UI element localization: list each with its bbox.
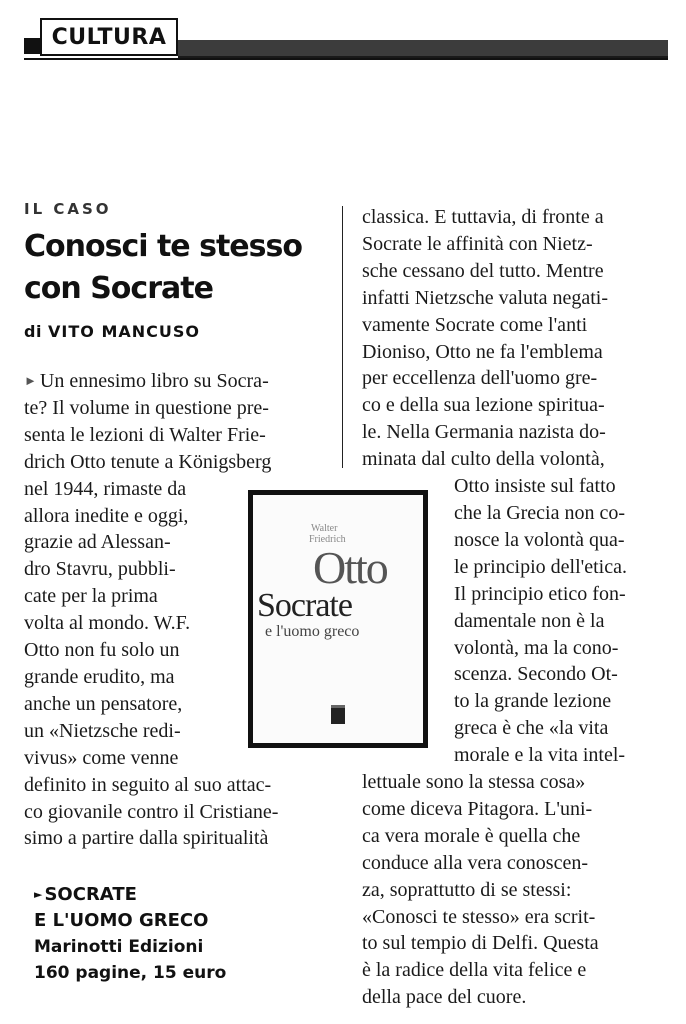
text-line: è la radice della vita felice e (362, 959, 587, 982)
cover-subtitle: e l'uomo greco (265, 623, 360, 640)
text-line: un «Nietzsche redi- (24, 719, 181, 742)
text-line: conduce alla vera conoscen- (362, 851, 588, 874)
text-line: vamente Socrate come l'anti (362, 313, 588, 336)
text-line: Otto insiste sul fatto (454, 475, 616, 498)
text-line: le principio dell'etica. (454, 555, 627, 578)
text-line: per eccellenza dell'uomo gre- (362, 367, 598, 390)
text-line: allora inedite e oggi, (24, 504, 189, 527)
text-line: infatti Nietzsche valuta negati- (362, 286, 609, 309)
cover-author-last: Friedrich (309, 534, 346, 545)
text-line: volta al mondo. W.F. (24, 612, 191, 635)
byline-author: VITO MANCUSO (48, 322, 200, 341)
book-cover-image (248, 490, 428, 748)
title-line-1: Conosci te stesso (24, 229, 302, 264)
text-line: to sul tempio di Delfi. Questa (362, 932, 599, 955)
text-line: grazie ad Alessan- (24, 531, 171, 554)
text-line: simo a partire dalla spiritualità (24, 827, 269, 850)
text-line: le. Nella Germania nazista do- (362, 421, 606, 444)
text-line: come diceva Pitagora. L'uni- (362, 797, 593, 820)
text-line: lettuale sono la stessa cosa» (362, 771, 586, 794)
text-line: Otto non fu solo un (24, 639, 180, 662)
cover-author-name: Otto (313, 542, 387, 593)
text-line: Socrate le affinità con Nietz- (362, 232, 593, 255)
bullet-arrow-icon: ► (24, 373, 37, 388)
info-details: 160 pagine, 15 euro (34, 963, 227, 983)
text-line: nosce la volontà qua- (454, 528, 625, 551)
text-line: co e della sua lezione spiritua- (362, 394, 605, 417)
text-line: della pace del cuore. (362, 986, 527, 1009)
article-kicker: IL CASO (24, 200, 112, 218)
info-publisher: Marinotti Edizioni (34, 937, 204, 957)
text-line: morale e la vita intel- (454, 744, 626, 767)
text-line: te? Il volume in questione pre- (24, 396, 269, 419)
byline-prefix: di (24, 322, 42, 341)
header-bar (178, 40, 668, 58)
section-label: CULTURA (40, 18, 178, 56)
text-line: classica. E tuttavia, di fronte a (362, 206, 604, 228)
text-line: scenza. Secondo Ot- (454, 663, 618, 686)
text-line: minata dal culto della volontà, (362, 448, 605, 471)
text-line: sche cessano del tutto. Mentre (362, 259, 604, 282)
column-divider (342, 206, 343, 468)
left-column-text (24, 368, 278, 852)
text-line: grande erudito, ma (24, 665, 175, 688)
cover-title: Socrate (257, 587, 352, 624)
text-line: «Conosci te stesso» era scrit- (362, 905, 596, 928)
article-title (24, 226, 324, 310)
info-title-line-2: E L'UOMO GRECO (34, 910, 209, 931)
text-line: to la grande lezione (454, 690, 612, 713)
byline (24, 322, 200, 341)
text-line: senta le lezioni di Walter Frie- (24, 423, 266, 446)
book-info-box (34, 882, 226, 986)
header-marker (24, 38, 40, 54)
text-line: cate per la prima (24, 585, 158, 608)
text-line: volontà, ma la cono- (454, 636, 619, 659)
cover-author-first: Walter (311, 523, 338, 534)
text-line: dro Stavru, pubbli- (24, 558, 176, 581)
text-line: ca vera morale è quella che (362, 824, 581, 847)
title-line-2: con Socrate (24, 271, 213, 306)
text-line: Il principio etico fon- (454, 582, 626, 605)
text-line: Dioniso, Otto ne fa l'emblema (362, 340, 603, 363)
text-line: co giovanile contro il Cristiane- (24, 800, 279, 823)
text-line: damentale non è la (454, 609, 605, 632)
text-line: za, soprattutto di se stessi: (362, 878, 572, 901)
text-line: ► Un ennesimo libro su Socra- (24, 370, 269, 392)
text-line: greca è che «la vita (454, 717, 609, 740)
text-line: anche un pensatore, (24, 692, 183, 715)
header-rule (24, 58, 668, 60)
text-line: che la Grecia non co- (454, 501, 626, 524)
text-line: definito in seguito al suo attac- (24, 773, 272, 796)
publisher-logo-icon (331, 705, 345, 724)
bullet-arrow-icon: ► (34, 888, 43, 901)
text-line: vivus» come venne (24, 746, 179, 769)
text-line: drich Otto tenute a Königsberg (24, 450, 272, 473)
info-title-line-1: ► SOCRATE (34, 884, 137, 905)
text-line: nel 1944, rimaste da (24, 477, 187, 500)
